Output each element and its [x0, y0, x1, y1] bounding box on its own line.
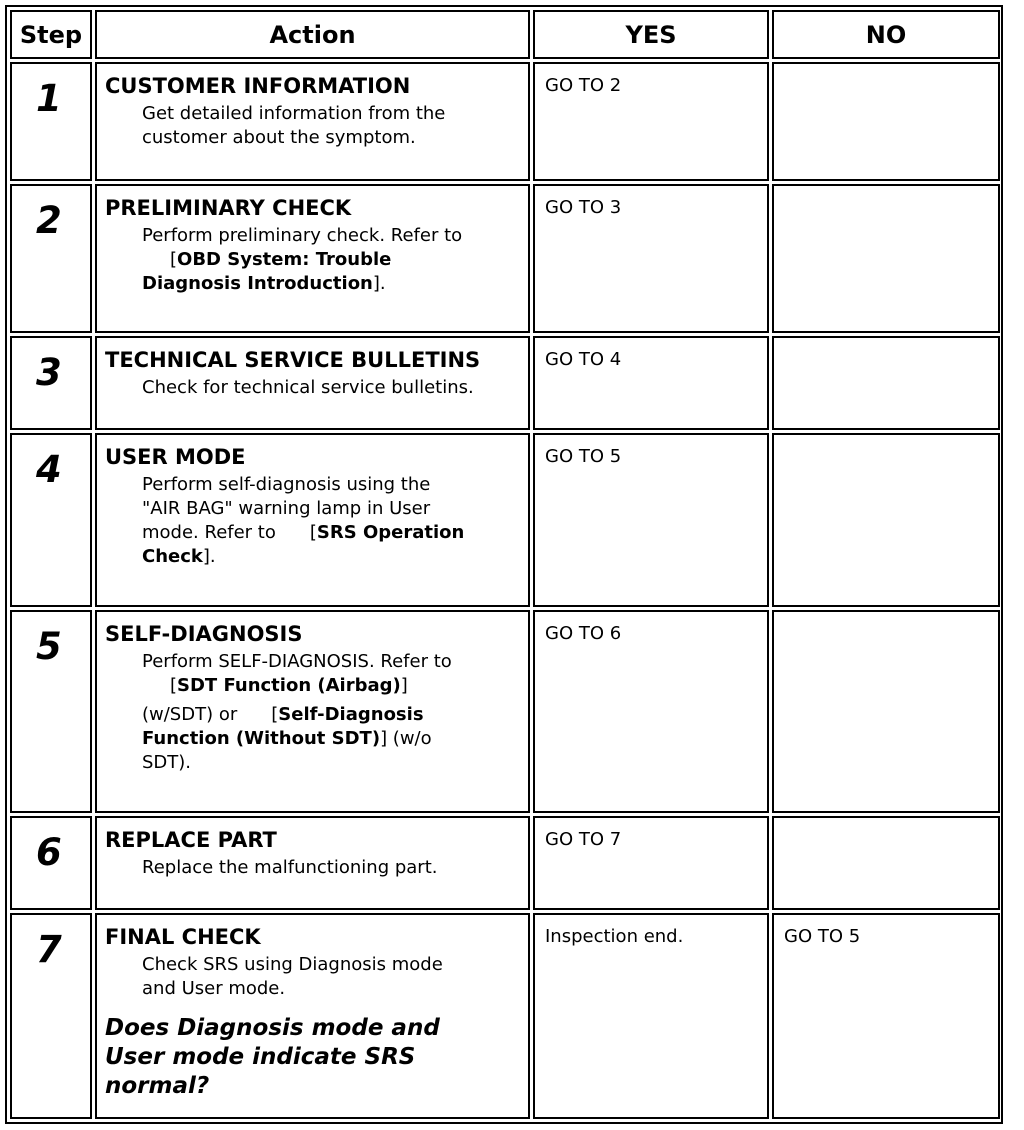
step-number-2: 2 [10, 184, 92, 333]
step-action-7 [95, 913, 530, 1119]
reference-link: SRS Operation [316, 522, 465, 543]
step-yes-7: Inspection end. [533, 913, 769, 1119]
step-description [142, 224, 520, 296]
question-line: User mode indicate SRS [105, 1044, 416, 1070]
ref-bracket: [ [170, 675, 178, 696]
description-line: and User mode. [142, 978, 286, 999]
step-number-5: 5 [10, 610, 92, 813]
step-title: TECHNICAL SERVICE BULLETINS [105, 348, 481, 372]
description-line: Get detailed information from the [142, 103, 446, 124]
question-line: Does Diagnosis mode and [105, 1015, 440, 1041]
step-action-5 [95, 610, 530, 813]
step-title: SELF-DIAGNOSIS [105, 622, 303, 646]
ref-bracket: [ [309, 522, 317, 543]
description-line [142, 674, 520, 698]
step-no-6 [772, 816, 1000, 910]
step-number-4: 4 [10, 433, 92, 607]
step-number-7: 7 [10, 913, 92, 1119]
step-no-5 [772, 610, 1000, 813]
reference-link: SDT Function (Airbag) [177, 675, 401, 696]
ref-bracket: ]. [372, 273, 386, 294]
reference-link: OBD System: Trouble [177, 249, 392, 270]
description-text: mode. Refer to [142, 522, 276, 543]
step-question [105, 1014, 520, 1101]
description-line: Check SRS using Diagnosis mode [142, 954, 443, 975]
step-title: FINAL CHECK [105, 925, 261, 949]
description-line [142, 521, 520, 545]
step-number-6: 6 [10, 816, 92, 910]
step-no-4 [772, 433, 1000, 607]
step-description [142, 650, 520, 775]
step-yes-4: GO TO 5 [533, 433, 769, 607]
step-title: PRELIMINARY CHECK [105, 196, 352, 220]
ref-bracket: ] (w/o [380, 728, 432, 749]
step-description [142, 376, 520, 400]
step-yes-2: GO TO 3 [533, 184, 769, 333]
description-line: Perform SELF-DIAGNOSIS. Refer to [142, 651, 452, 672]
step-no-2 [772, 184, 1000, 333]
description-line [142, 272, 520, 296]
diagnostic-procedure-table [5, 5, 1003, 1124]
header-step: Step [10, 10, 92, 59]
description-text: (w/SDT) or [142, 704, 238, 725]
description-line: "AIR BAG" warning lamp in User [142, 498, 431, 519]
step-no-1 [772, 62, 1000, 181]
step-no-3 [772, 336, 1000, 430]
description-line [142, 545, 520, 569]
step-action-3 [95, 336, 530, 430]
reference-link: Self-Diagnosis [278, 704, 424, 725]
description-line: customer about the symptom. [142, 127, 416, 148]
step-action-4 [95, 433, 530, 607]
header-no: NO [772, 10, 1000, 59]
header-action: Action [95, 10, 530, 59]
ref-bracket: ] [400, 675, 408, 696]
step-yes-1: GO TO 2 [533, 62, 769, 181]
description-line: Perform preliminary check. Refer to [142, 225, 463, 246]
description-line: SDT). [142, 752, 192, 773]
step-yes-5: GO TO 6 [533, 610, 769, 813]
step-action-2 [95, 184, 530, 333]
description-line: Perform self-diagnosis using the [142, 474, 431, 495]
reference-link: Diagnosis Introduction [142, 273, 373, 294]
step-number-3: 3 [10, 336, 92, 430]
question-line: normal? [105, 1073, 210, 1099]
step-yes-6: GO TO 7 [533, 816, 769, 910]
description-line [142, 703, 520, 727]
step-action-6 [95, 816, 530, 910]
ref-bracket: ]. [202, 546, 216, 567]
step-number-1: 1 [10, 62, 92, 181]
step-description [142, 473, 520, 569]
ref-bracket: [ [170, 249, 178, 270]
description-line: Replace the malfunctioning part. [142, 857, 438, 878]
reference-link: Check [142, 546, 203, 567]
step-yes-3: GO TO 4 [533, 336, 769, 430]
header-yes: YES [533, 10, 769, 59]
description-line [142, 248, 520, 272]
step-no-7: GO TO 5 [772, 913, 1000, 1119]
step-title: USER MODE [105, 445, 246, 469]
step-description [142, 102, 520, 150]
ref-bracket: [ [271, 704, 279, 725]
reference-link: Function (Without SDT) [142, 728, 381, 749]
description-line [142, 727, 520, 751]
step-description [142, 953, 520, 1001]
step-action-1 [95, 62, 530, 181]
step-title: REPLACE PART [105, 828, 277, 852]
description-line: Check for technical service bulletins. [142, 377, 474, 398]
step-title: CUSTOMER INFORMATION [105, 74, 411, 98]
step-description [142, 856, 520, 880]
